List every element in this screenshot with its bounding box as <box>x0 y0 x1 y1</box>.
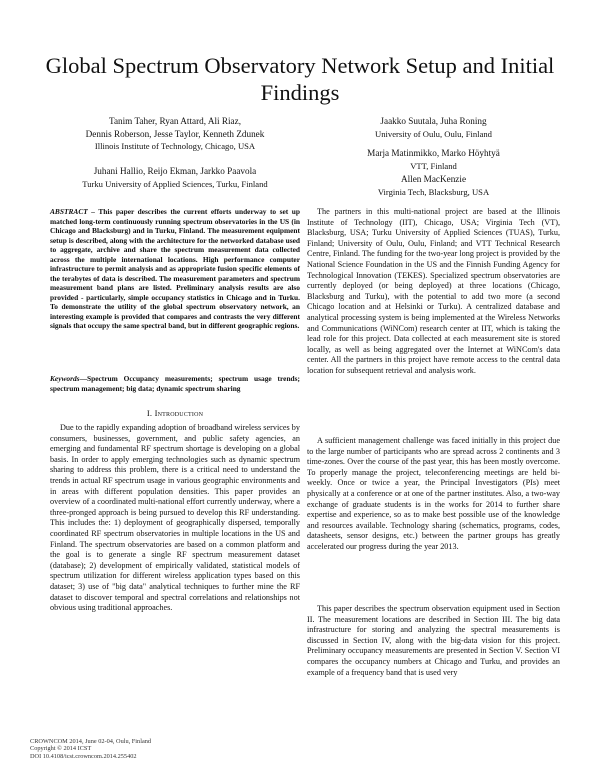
author-affiliation: Turku University of Applied Sciences, Turku, Finland <box>82 178 268 189</box>
introduction-paragraph: Due to the rapidly expanding adoption of broadband wireless services by consumers, businesses, government, and public safety agencies, an emerging and fundamental RF spectrum shortage is developing on a global basis. In order to apply emerging technologies such as dynamic spectrum sharing to address this problem, there is a critical need to understand the trends in actual RF spectrum usage in various geographic environments and in areas with different population densities. This paper provides an overview of a coordinated multi-national effort currently underway, where a three-pronged approach is being pursued to develop this RF understanding. This includes the: 1) deployment of geographically dispersed, temporally coordinated RF spectrum observatories in multiple locations in the US and Finland. The spectrum observatories are based on a common platform and the goal is to generate a single RF spectrum measurement dataset (database); 2) development of empirically validated, statistical models of spectrum utilization for different wireless application types based on this dataset; 3) use of "big data" analytical techniques to further mine the RF dataset to discover temporal and spectral correlations and relationships not obvious using traditional approaches. <box>50 423 300 613</box>
partners-paragraph: The partners in this multi-national project are based at the Illinois Institute of Technology (IIT), Chicago, USA; Virginia Tech (VT), Blacksburg, USA; Turku University of Applied Sciences (TUAS), Turku, Finland; University of Oulu, Oulu, Finland; and VTT Technical Research Centre, Finland. The funding for the two-year long project is provided by the National Science Foundation in the US and the Finnish Funding Agency for Technological Innovation (TEKES). Specialized spectrum observatories are currently deployed (or being deployed) at three locations (Chicago, Blacksburg and Turku), with the potential to add two more (a second Chicago location and at Helsinki or Turku). A centralized database and analytical processing system is being implemented at the Wireless Networks and Communications (WiNCom) research center at IIT, which is taking the lead role for this project. Data collected at each measurement site is stored locally, as well as being aggregated over the Internet at WiNCom's data center. All the partners in this project have remote access to the central data location for subsequent retrieval and analysis work. <box>307 207 560 375</box>
author-group-vtt <box>307 147 560 172</box>
author-affiliation: Illinois Institute of Technology, Chicago, USA <box>94 141 256 152</box>
author-affiliation: Virginia Tech, Blacksburg, USA <box>377 186 490 197</box>
author-group-tuas <box>50 165 300 190</box>
abstract-label: ABSTRACT – <box>50 207 95 216</box>
author-names: Marja Matinmikko, Marko Höyhtyä <box>367 148 500 158</box>
author-names: Juhani Hallio, Reijo Ekman, Jarkko Paavola <box>93 166 257 176</box>
footer-conference: CROWNCOM 2014, June 02-04, Oulu, Finland <box>30 738 152 745</box>
outline-paragraph: This paper describes the spectrum observation equipment used in Section II. The measurement locations are described in Section III. The big data infrastructure for storing and analyzing the spectral measurements is discussed in Section IV, along with the big-data vision for this project. Preliminary occupancy measurements are presented in Section V. Section VI compares the occupancy numbers at Chicago and Turku, and provides an example of a frequency band that is used very <box>307 604 560 677</box>
author-group-oulu <box>307 115 560 140</box>
author-group-vt <box>307 173 560 198</box>
author-names: Jaakko Suutala, Juha Roning <box>380 116 487 126</box>
section-heading-introduction: I. Introduction <box>146 408 204 418</box>
author-affiliation: University of Oulu, Oulu, Finland <box>375 128 492 139</box>
keywords <box>50 374 300 393</box>
keywords-text: —Spectrum Occupancy measurements; spectrum usage trends; spectrum management; big data; dynamic spectrum sharing <box>50 374 300 393</box>
author-names: Dennis Roberson, Jesse Taylor, Kenneth Zdunek <box>85 128 265 139</box>
abstract <box>50 207 300 331</box>
paper-title: Global Spectrum Observatory Network Setup and Initial Findings <box>45 53 555 105</box>
management-paragraph: A sufficient management challenge was faced initially in this project due to the large number of participants who are spread across 2 continents and 3 time-zones. Over the course of the past year, this has been mostly overcome. To properly manage the project, teleconferencing meetings are held bi-weekly. Once or twice a year, the Principal Investigators (PIs) meet physically at a conference or at one of the partner institutes. Also, a two-way exchange of graduate students is in the works for 2014 to further share expertise and experience, so as to make best possible use of the knowledge and resources available. Technology sharing (schematics, programs, codes, datasheets, sensor designs, etc.) between the partner groups has greatly accelerated our progress during the year 2013. <box>307 436 560 551</box>
footer-doi: DOI 10.4108/icst.crowncom.2014.255402 <box>30 752 137 760</box>
author-affiliation: VTT, Finland <box>410 160 457 171</box>
footer <box>30 738 330 760</box>
keywords-label: Keywords <box>50 374 80 383</box>
footer-copyright: Copyright © 2014 ICST <box>30 745 92 753</box>
author-group-iit <box>50 115 300 153</box>
author-names: Allen MacKenzie <box>400 174 467 184</box>
author-names: Tanim Taher, Ryan Attard, Ali Riaz, <box>108 116 242 126</box>
abstract-text: This paper describes the current efforts underway to set up matched long-term continuously running spectrum observatories in the US (in Chicago and Blacksburg) and in Turku, Finland. The measurement equipment setup is described, along with the architecture for the networked database used to aggregate, archive and share the spectrum measurement data collected across the multiple international locations. High performance computer infrastructure to permit analysis and as appropriate fusion specific elements of the terabytes of data is described. The measurement parameters and spectrum measurement band plans are listed. Preliminary analysis results are also provided - particularly, simple occupancy statistics in Chicago and in Turku. To demonstrate the utility of the global spectrum observatory network, an interesting example is provided that compares and contrasts the very different signals that occupy the same spectral band, but in different geographic regions. <box>50 207 300 330</box>
